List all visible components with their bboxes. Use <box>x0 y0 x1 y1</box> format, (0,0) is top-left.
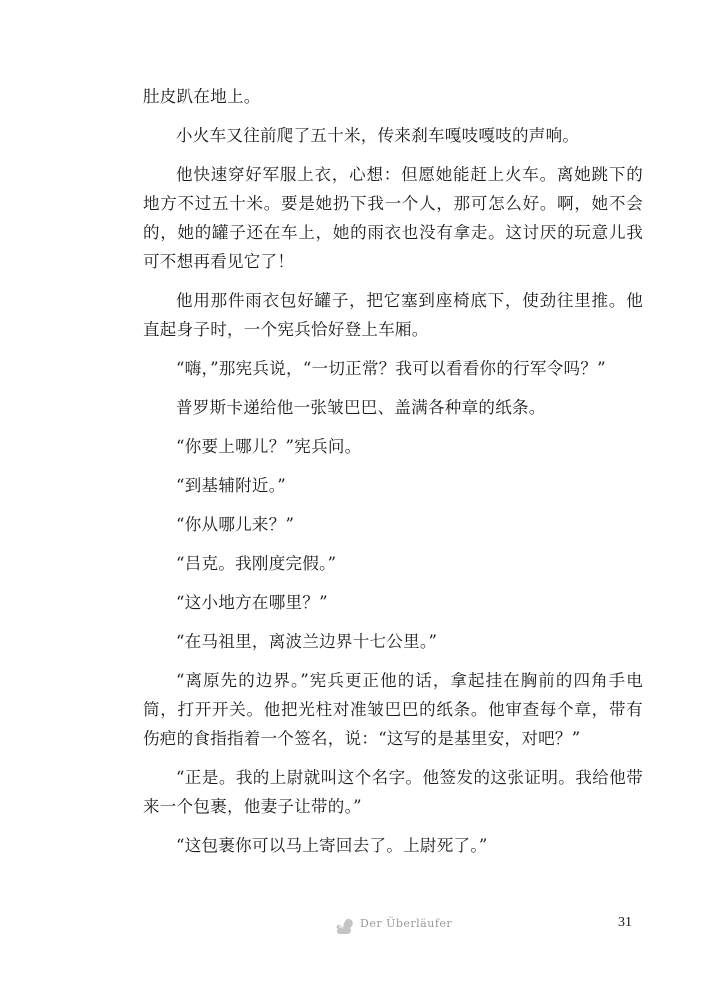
paragraph: “离原先的边界。”宪兵更正他的话，拿起挂在胸前的四角手电筒，打开开关。他把光柱对准皱巴巴的纸条。他审查每个章，带有伤疤的食指指着一个签名，说：“这写的是基里安，对吧？” <box>143 671 643 748</box>
squirrel-logo-icon <box>333 917 355 935</box>
paragraph: 他用那件雨衣包好罐子，把它塞到座椅底下，使劲往里推。他直起身子时，一个宪兵恰好登上车厢。 <box>143 291 643 339</box>
book-title: Der Überläufer <box>360 917 453 930</box>
paragraph: 小火车又往前爬了五十米，传来刹车嘎吱嘎吱的声响。 <box>176 126 580 145</box>
paragraph: “这包裹你可以马上寄回去了。上尉死了。” <box>176 836 488 855</box>
paragraph: “嗨，”那宪兵说，“一切正常？我可以看看你的行军令吗？” <box>176 359 606 378</box>
paragraph: “正是。我的上尉就叫这个名字。他签发的这张证明。我给他带来一个包裹，他妻子让带的。” <box>143 768 643 816</box>
page-footer <box>0 912 705 942</box>
paragraph: 肚皮趴在地上。 <box>143 87 261 106</box>
page-number: 31 <box>618 915 632 930</box>
paragraph: “你从哪儿来？” <box>176 515 295 534</box>
paragraph: “在马祖里，离波兰边界十七公里。” <box>176 632 438 651</box>
body-text <box>143 82 643 870</box>
paragraph: “吕克。我刚度完假。” <box>176 554 337 573</box>
paragraph: 他快速穿好军服上衣，心想：但愿她能赶上火车。离她跳下的地方不过五十米。要是她扔下我一个人，那可怎么好。啊，她不会的，她的罐子还在车上，她的雨衣也没有拿走。这讨厌的玩意儿我可不想再看见它了！ <box>143 165 643 271</box>
paragraph: “你要上哪儿？”宪兵问。 <box>176 437 362 456</box>
paragraph: “到基辅附近。” <box>176 476 287 495</box>
paragraph: 普罗斯卡递给他一张皱巴巴、盖满各种章的纸条。 <box>176 398 546 417</box>
paragraph: “这小地方在哪里？” <box>176 593 328 612</box>
